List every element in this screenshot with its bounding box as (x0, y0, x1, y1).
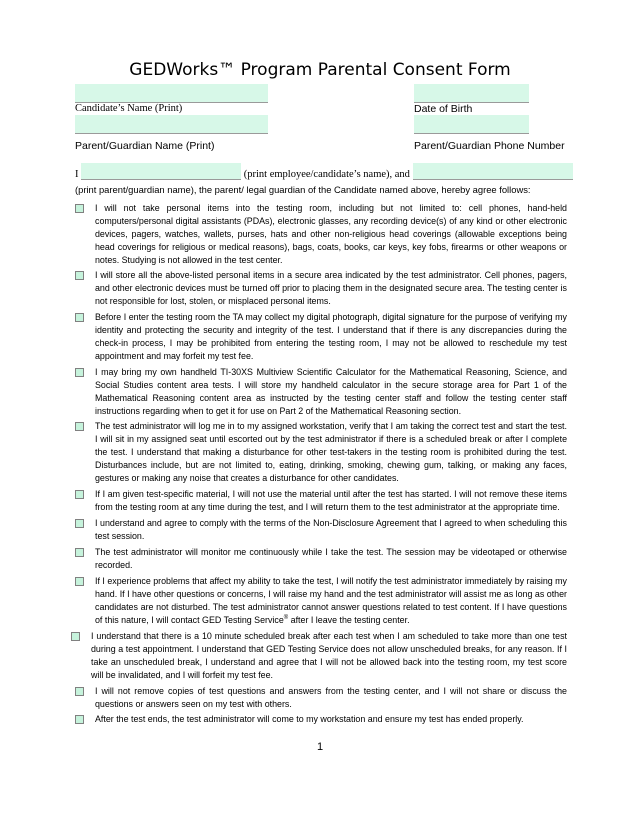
checkbox[interactable] (75, 204, 84, 213)
agreement-item (75, 269, 567, 308)
agreement-item-text: The test administrator will monitor me continuously while I take the test. The session may be videotaped or otherwise recorded. (95, 547, 567, 571)
agreement-item-text (75, 575, 567, 627)
agreement-item (75, 575, 567, 627)
agreement-item (75, 546, 567, 572)
declaration-line-1 (75, 163, 573, 180)
registered-mark: ® (283, 615, 289, 622)
agreement-item-text: After the test ends, the test administrator will come to my workstation and ensure my test has ended properly. (95, 714, 524, 724)
checkbox[interactable] (75, 548, 84, 557)
date-of-birth-field[interactable] (414, 84, 529, 103)
checkbox[interactable] (75, 687, 84, 696)
declaration-lead: I (75, 169, 79, 180)
agreement-item (75, 311, 567, 363)
agreement-item-text: I will not take personal items into the testing room, including but not limited to: cell phones, hand-held computers/personal digital assistants (PDAs), electronic glasses, any recording device(s) of any kind or other electronic devices, pagers, watches, wallets, purses, hats and other non-religious head coverings (allowable exceptions being head coverings for religious or medical reasons), bags, coats, books, car keys, key fobs, firearms or other weapons or notes. Studying is not allowed in the test center. (95, 203, 567, 266)
agreement-item (75, 366, 567, 418)
guardian-name-label: Parent/Guardian Name (Print) (75, 140, 215, 152)
agreement-item (75, 202, 567, 267)
declaration-line-2: (print parent/guardian name), the parent/ legal guardian of the Candidate named above, hereby agree follows: (75, 184, 531, 195)
agreement-item (75, 517, 567, 543)
candidate-name-label: Candidate’s Name (Print) (75, 103, 183, 114)
agreement-item-text: I will store all the above-listed personal items in a secure area indicated by the test administrator. Cell phones, pagers, and other electronic devices must be turned off prior to placing them in the designated secure area. The testing center is not responsible for lost, stolen, or misplaced personal items. (95, 270, 567, 307)
agreement-item (75, 713, 567, 726)
agreement-item (75, 488, 567, 514)
employee-name-blank[interactable] (81, 163, 241, 180)
agreement-item-text: I understand and agree to comply with the terms of the Non-Disclosure Agreement that I agreed to when scheduling this test session. (95, 518, 567, 542)
agreement-item-text: If I am given test-specific material, I will not use the material until after the test has started. I will not remove these items from the testing room at any time during the test, and I will return them to the test administrator at the appropriate time. (95, 489, 567, 513)
checkbox[interactable] (75, 271, 84, 280)
guardian-phone-label: Parent/Guardian Phone Number (414, 140, 565, 152)
checkbox[interactable] (75, 519, 84, 528)
agreement-item (71, 630, 567, 682)
checkbox[interactable] (75, 715, 84, 724)
checkbox[interactable] (75, 490, 84, 499)
agreement-item-text: The test administrator will log me in to my assigned workstation, verify that I am taking the correct test and start the test. I will sit in my assigned seat until escorted out by the test administrator if there is a scheduled break or after I complete the test. I understand that making a disturbance for other test-takers in the testing room is prohibited during the test. Disturbances include, but are not limited to, eating, drinking, smoking, chewing gum, talking, or making any faces, gestures or making any noise that creates a disturbance for other candidates. (95, 421, 567, 484)
agreement-item-text-after: after I leave the testing center. (288, 615, 410, 626)
agreement-item-text-main: If I experience problems that affect my ability to take the test, I will notify the test administrator immediately by raising my hand. If I have other questions or concerns, I will raise my hand and the test administrator will assist me as long as other candidates are not disturbed. The test administrator cannot answer questions related to test content. If I have questions of this nature, I will contact GED Testing Service (95, 576, 567, 626)
guardian-phone-field[interactable] (414, 115, 529, 134)
agreement-item (75, 420, 567, 485)
checkbox[interactable] (75, 422, 84, 431)
form-title: GEDWorks™ Program Parental Consent Form (129, 60, 511, 80)
guardian-name-blank[interactable] (413, 163, 573, 180)
candidate-name-field[interactable] (75, 84, 268, 103)
checkbox[interactable] (75, 368, 84, 377)
guardian-name-field[interactable] (75, 115, 268, 134)
agreement-item-text: I understand that there is a 10 minute scheduled break after each test when I am scheduled to take more than one test during a test appointment. I understand that GED Testing Service does not allow unscheduled breaks, for any reason. If I take an unscheduled break, I understand and agree that I will not be allowed back into the testing room, my test score will be invalidated, and I will forfeit my test fee. (91, 631, 567, 681)
agreement-item-text: Before I enter the testing room the TA may collect my digital photograph, digital signature for the purpose of verifying my identity and protecting the security and integrity of the test. I understand that if there is any discrepancies during the check-in process, I may be prohibited from entering the testing room, I may not be allowed to reschedule my test appointment and may forfeit my test fee. (95, 312, 567, 362)
page-number: 1 (316, 741, 324, 753)
agreement-item (75, 685, 567, 711)
declaration-mid: (print employee/candidate’s name), and (243, 169, 410, 180)
agreement-item-text: I may bring my own handheld TI-30XS Multiview Scientific Calculator for the Mathematical Reasoning, Science, and Social Studies content area tests. I will store my handheld calculator in the secure storage area for Part 1 of the Mathematical Reasoning content area as instructed by the testing center staff and follow the testing center staff instructions regarding when to get it for use on Part 2 of the Mathematical Reasoning section. (95, 367, 567, 417)
checkbox[interactable] (75, 313, 84, 322)
checkbox[interactable] (71, 632, 80, 641)
date-of-birth-label: Date of Birth (414, 103, 473, 115)
agreement-item-text: I will not remove copies of test questions and answers from the testing center, and I will not share or discuss the questions or answers seen on my test with others. (95, 686, 567, 710)
checkbox[interactable] (75, 577, 84, 586)
